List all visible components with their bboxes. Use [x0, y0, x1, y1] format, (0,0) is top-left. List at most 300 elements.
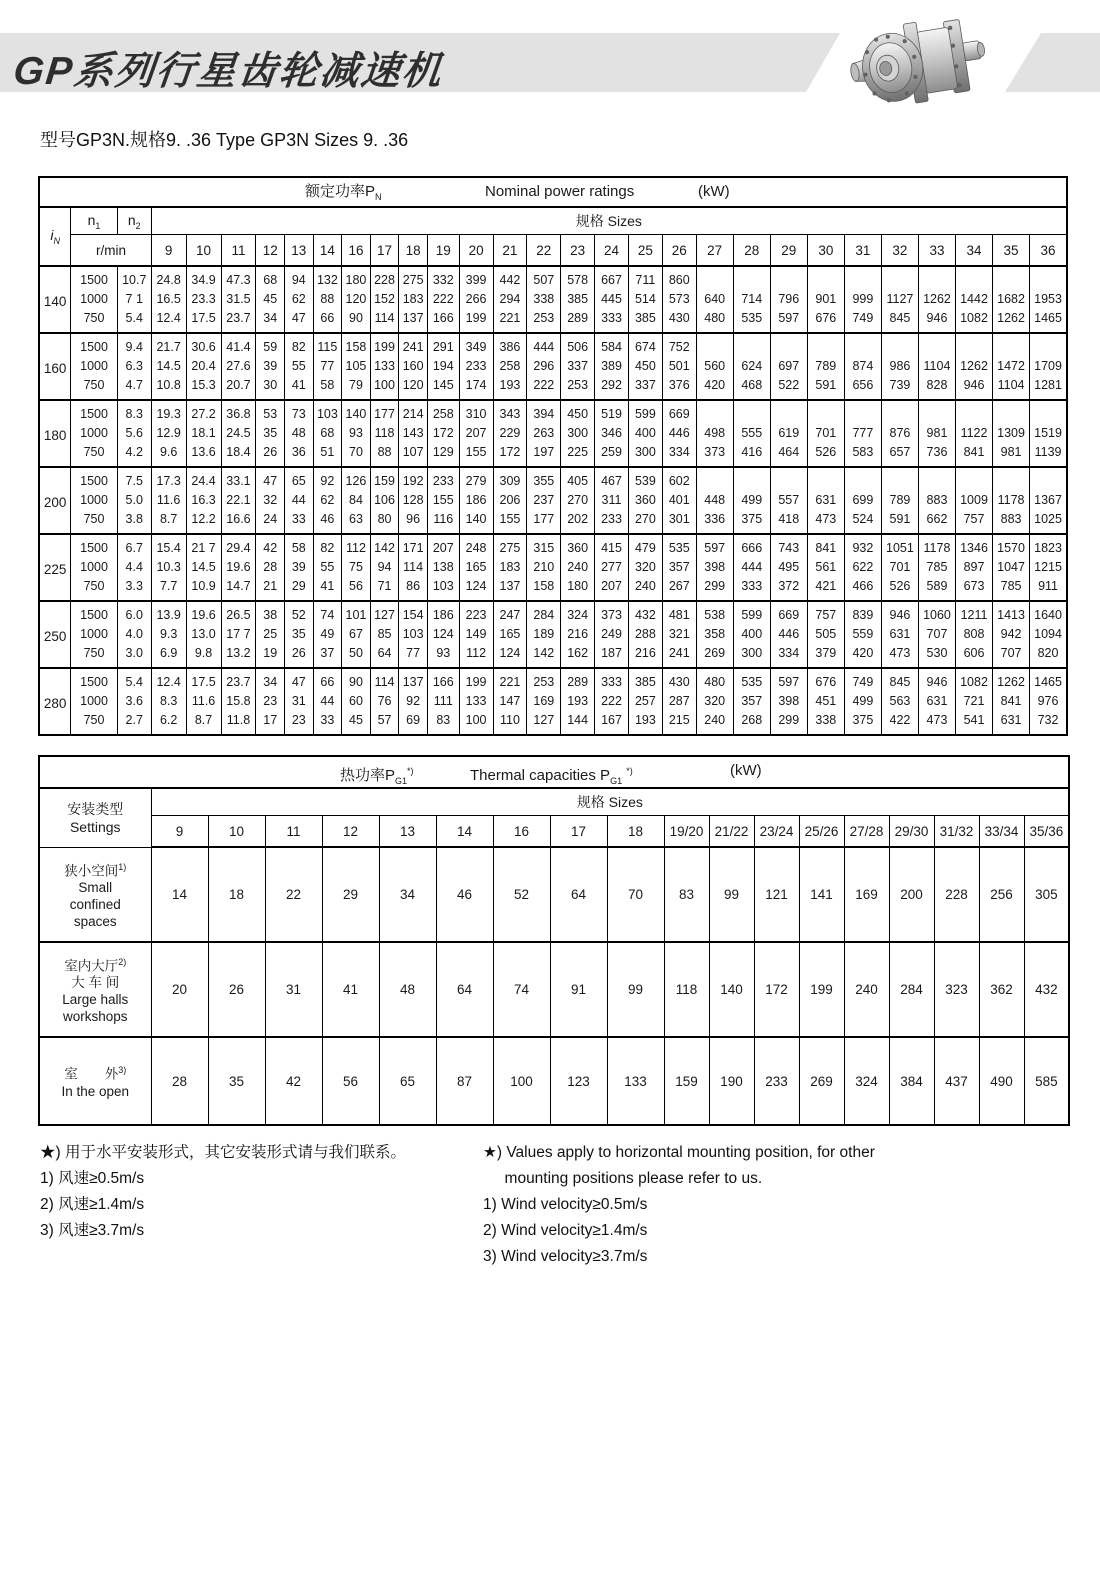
- power-value-cell: 505: [807, 625, 844, 644]
- power-value-cell: 942: [993, 625, 1030, 644]
- n2-speed-cell: 7 1: [117, 290, 151, 309]
- n1-speed-cell: 750: [71, 644, 118, 668]
- power-value-cell: 160: [399, 357, 428, 376]
- power-value-cell: 662: [918, 510, 955, 534]
- power-value-cell: 310: [459, 400, 493, 424]
- power-value-cell: 38: [256, 601, 285, 625]
- power-table-row: [39, 424, 1067, 443]
- power-value-cell: 44: [313, 692, 342, 711]
- power-value-cell: 785: [993, 577, 1030, 601]
- power-value-cell: [696, 400, 733, 424]
- n1-speed-cell: 1000: [71, 424, 118, 443]
- power-value-cell: 112: [342, 534, 371, 558]
- power-table-row: [39, 309, 1067, 333]
- thermal-value-cell: 133: [607, 1037, 664, 1125]
- power-value-cell: 385: [561, 290, 595, 309]
- power-value-cell: 578: [561, 266, 595, 290]
- size-column-header: 32: [881, 235, 918, 267]
- power-value-cell: 132: [313, 266, 342, 290]
- size-column-header: 26: [662, 235, 696, 267]
- power-value-cell: 375: [733, 510, 770, 534]
- power-table-row: [39, 357, 1067, 376]
- thermal-value-cell: 14: [151, 847, 208, 942]
- footnotes-english: [483, 1140, 875, 1270]
- power-value-cell: 74: [313, 601, 342, 625]
- power-value-cell: [918, 400, 955, 424]
- power-value-cell: 22.1: [221, 491, 256, 510]
- power-value-cell: 294: [493, 290, 527, 309]
- power-value-cell: 94: [370, 558, 399, 577]
- power-value-cell: 535: [733, 668, 770, 692]
- power-value-cell: 47: [285, 668, 314, 692]
- power-value-cell: 631: [993, 711, 1030, 735]
- power-value-cell: 19.6: [221, 558, 256, 577]
- power-value-cell: 311: [595, 491, 629, 510]
- power-value-cell: 631: [807, 491, 844, 510]
- n2-speed-cell: 7.5: [117, 467, 151, 491]
- power-value-cell: 92: [399, 692, 428, 711]
- power-value-cell: 76: [370, 692, 399, 711]
- power-value-cell: 101: [342, 601, 371, 625]
- power-table-row: [39, 400, 1067, 424]
- power-value-cell: 106: [370, 491, 399, 510]
- power-value-cell: 233: [595, 510, 629, 534]
- power-value-cell: [807, 467, 844, 491]
- power-value-cell: 162: [561, 644, 595, 668]
- power-value-cell: 597: [770, 668, 807, 692]
- power-value-cell: 8.7: [151, 510, 186, 534]
- power-value-cell: 142: [370, 534, 399, 558]
- power-value-cell: 279: [459, 467, 493, 491]
- power-value-cell: 584: [595, 333, 629, 357]
- power-value-cell: 13.2: [221, 644, 256, 668]
- power-table-row: [39, 534, 1067, 558]
- thermal-value-cell: 384: [889, 1037, 934, 1125]
- power-value-cell: 240: [696, 711, 733, 735]
- power-value-cell: 225: [561, 443, 595, 467]
- power-value-cell: 981: [993, 443, 1030, 467]
- power-value-cell: 321: [662, 625, 696, 644]
- thermal-size-column-header: 11: [265, 816, 322, 848]
- power-value-cell: 63: [342, 510, 371, 534]
- power-value-cell: 976: [1030, 692, 1067, 711]
- power-value-cell: [1030, 333, 1067, 357]
- power-value-cell: 62: [313, 491, 342, 510]
- power-value-cell: 1953: [1030, 290, 1067, 309]
- power-value-cell: 124: [493, 644, 527, 668]
- power-value-cell: 535: [662, 534, 696, 558]
- n2-speed-cell: 3.0: [117, 644, 151, 668]
- power-value-cell: 90: [342, 668, 371, 692]
- power-value-cell: [918, 266, 955, 290]
- power-value-cell: 514: [628, 290, 662, 309]
- power-value-cell: 559: [844, 625, 881, 644]
- power-value-cell: 23: [256, 692, 285, 711]
- power-value-cell: 172: [427, 424, 459, 443]
- power-value-cell: 666: [733, 534, 770, 558]
- power-value-cell: 324: [561, 601, 595, 625]
- power-value-cell: 221: [493, 309, 527, 333]
- power-value-cell: 480: [696, 309, 733, 333]
- power-value-cell: 152: [370, 290, 399, 309]
- power-value-cell: 28: [256, 558, 285, 577]
- power-value-cell: 446: [662, 424, 696, 443]
- power-value-cell: 19.6: [186, 601, 221, 625]
- power-value-cell: 473: [881, 644, 918, 668]
- thermal-sizes-group-header: 规格 Sizes: [151, 788, 1069, 816]
- power-value-cell: 874: [844, 357, 881, 376]
- power-value-cell: 358: [696, 625, 733, 644]
- power-value-cell: 23.3: [186, 290, 221, 309]
- thermal-value-cell: 284: [889, 942, 934, 1037]
- power-value-cell: 1139: [1030, 443, 1067, 467]
- footnote-line: 1) 风速≥0.5m/s: [40, 1170, 145, 1187]
- power-value-cell: 450: [561, 400, 595, 424]
- power-value-cell: 16.6: [221, 510, 256, 534]
- power-value-cell: 11.6: [151, 491, 186, 510]
- power-value-cell: [770, 467, 807, 491]
- power-value-cell: [993, 333, 1030, 357]
- thermal-value-cell: 190: [709, 1037, 754, 1125]
- power-value-cell: 149: [459, 625, 493, 644]
- power-value-cell: 1094: [1030, 625, 1067, 644]
- power-value-cell: 19: [256, 644, 285, 668]
- n2-speed-cell: 4.0: [117, 625, 151, 644]
- power-value-cell: [733, 333, 770, 357]
- power-value-cell: 657: [881, 443, 918, 467]
- ratio-column-header: $i_N$: [39, 207, 71, 266]
- power-value-cell: 44: [285, 491, 314, 510]
- power-value-cell: 17.5: [186, 309, 221, 333]
- footnotes: [40, 1140, 1060, 1270]
- power-value-cell: 1178: [993, 491, 1030, 510]
- power-value-cell: 360: [561, 534, 595, 558]
- power-value-cell: 300: [561, 424, 595, 443]
- power-value-cell: [844, 266, 881, 290]
- power-value-cell: 415: [595, 534, 629, 558]
- thermal-value-cell: 22: [265, 847, 322, 942]
- power-value-cell: 739: [881, 376, 918, 400]
- thermal-value-cell: 200: [889, 847, 934, 942]
- n1-speed-cell: 1500: [71, 467, 118, 491]
- power-value-cell: 165: [493, 625, 527, 644]
- thermal-table-title-en: Thermal capacities $P_{G1}$ *): [470, 766, 633, 786]
- power-value-cell: 32: [256, 491, 285, 510]
- power-value-cell: 41: [285, 376, 314, 400]
- power-value-cell: 183: [493, 558, 527, 577]
- power-value-cell: 355: [527, 467, 561, 491]
- power-value-cell: 20.4: [186, 357, 221, 376]
- power-value-cell: [807, 400, 844, 424]
- power-value-cell: 59: [256, 333, 285, 357]
- power-value-cell: 422: [881, 711, 918, 735]
- power-value-cell: 233: [427, 467, 459, 491]
- power-value-cell: 701: [807, 424, 844, 443]
- power-value-cell: 697: [770, 357, 807, 376]
- ratio-value-cell: 280: [39, 668, 71, 735]
- power-value-cell: 275: [493, 534, 527, 558]
- thermal-size-column-header: 10: [208, 816, 265, 848]
- power-value-cell: 379: [807, 644, 844, 668]
- power-value-cell: 241: [399, 333, 428, 357]
- power-value-cell: 55: [313, 558, 342, 577]
- thermal-value-cell: 172: [754, 942, 799, 1037]
- power-value-cell: 538: [696, 601, 733, 625]
- power-value-cell: 270: [628, 510, 662, 534]
- power-value-cell: 399: [459, 266, 493, 290]
- power-value-cell: 194: [427, 357, 459, 376]
- power-value-cell: 841: [993, 692, 1030, 711]
- footnote-line: 3) Wind velocity≥3.7m/s: [483, 1248, 648, 1265]
- power-table-row: [39, 668, 1067, 692]
- power-value-cell: 597: [696, 534, 733, 558]
- power-value-cell: 33.1: [221, 467, 256, 491]
- power-value-cell: [696, 467, 733, 491]
- power-value-cell: 17.5: [186, 668, 221, 692]
- power-value-cell: 530: [918, 644, 955, 668]
- power-value-cell: 14.5: [186, 558, 221, 577]
- power-value-cell: 103: [313, 400, 342, 424]
- power-value-cell: 107: [399, 443, 428, 467]
- power-value-cell: 557: [770, 491, 807, 510]
- power-value-cell: 789: [881, 491, 918, 510]
- power-value-cell: 1346: [956, 534, 993, 558]
- thermal-value-cell: 432: [1024, 942, 1069, 1037]
- power-value-cell: 1465: [1030, 668, 1067, 692]
- n2-speed-cell: 5.0: [117, 491, 151, 510]
- power-value-cell: 68: [256, 266, 285, 290]
- power-table-row: [39, 443, 1067, 467]
- power-value-cell: 177: [527, 510, 561, 534]
- power-value-cell: [881, 467, 918, 491]
- power-value-cell: 222: [527, 376, 561, 400]
- power-value-cell: 360: [628, 491, 662, 510]
- power-value-cell: [807, 333, 844, 357]
- power-value-cell: 202: [561, 510, 595, 534]
- power-value-cell: 68: [313, 424, 342, 443]
- power-value-cell: 189: [527, 625, 561, 644]
- n2-speed-cell: 3.8: [117, 510, 151, 534]
- power-value-cell: 619: [770, 424, 807, 443]
- power-value-cell: 820: [1030, 644, 1067, 668]
- thermal-value-cell: 48: [379, 942, 436, 1037]
- power-value-cell: 270: [561, 491, 595, 510]
- power-value-cell: 75: [342, 558, 371, 577]
- power-value-cell: [844, 467, 881, 491]
- power-value-cell: 142: [527, 644, 561, 668]
- ratio-value-cell: 225: [39, 534, 71, 601]
- power-value-cell: [696, 266, 733, 290]
- power-value-cell: 111: [427, 692, 459, 711]
- power-value-cell: 507: [527, 266, 561, 290]
- power-value-cell: 57: [370, 711, 399, 735]
- power-table-row: [39, 625, 1067, 644]
- power-value-cell: 93: [427, 644, 459, 668]
- power-value-cell: 1519: [1030, 424, 1067, 443]
- size-column-header: 10: [186, 235, 221, 267]
- power-value-cell: 561: [807, 558, 844, 577]
- thermal-value-cell: 269: [799, 1037, 844, 1125]
- thermal-table-row: [39, 942, 1069, 1037]
- size-column-header: 9: [151, 235, 186, 267]
- power-value-cell: 701: [881, 558, 918, 577]
- n2-speed-cell: 9.4: [117, 333, 151, 357]
- power-value-cell: 18.4: [221, 443, 256, 467]
- power-value-cell: 71: [370, 577, 399, 601]
- n2-speed-cell: 4.4: [117, 558, 151, 577]
- power-value-cell: 418: [770, 510, 807, 534]
- thermal-value-cell: 41: [322, 942, 379, 1037]
- power-value-cell: 430: [662, 668, 696, 692]
- power-value-cell: 405: [561, 467, 595, 491]
- power-value-cell: 233: [459, 357, 493, 376]
- power-value-cell: [844, 400, 881, 424]
- power-value-cell: 320: [696, 692, 733, 711]
- size-column-header: 11: [221, 235, 256, 267]
- power-value-cell: 100: [370, 376, 399, 400]
- power-value-cell: 1127: [881, 290, 918, 309]
- power-value-cell: 386: [493, 333, 527, 357]
- power-value-cell: 333: [595, 309, 629, 333]
- power-value-cell: 241: [662, 644, 696, 668]
- power-value-cell: 946: [918, 668, 955, 692]
- power-value-cell: 50: [342, 644, 371, 668]
- power-table-title-row: [39, 177, 1067, 207]
- power-value-cell: 631: [881, 625, 918, 644]
- power-value-cell: 876: [881, 424, 918, 443]
- thermal-value-cell: 99: [709, 847, 754, 942]
- power-value-cell: 473: [918, 711, 955, 735]
- power-value-cell: 479: [628, 534, 662, 558]
- power-value-cell: 1570: [993, 534, 1030, 558]
- power-value-cell: 229: [493, 424, 527, 443]
- power-value-cell: 115: [313, 333, 342, 357]
- power-value-cell: 12.4: [151, 668, 186, 692]
- power-value-cell: 23: [285, 711, 314, 735]
- power-value-cell: 416: [733, 443, 770, 467]
- power-value-cell: 258: [493, 357, 527, 376]
- power-value-cell: 92: [313, 467, 342, 491]
- power-value-cell: 94: [285, 266, 314, 290]
- power-value-cell: 333: [733, 577, 770, 601]
- power-value-cell: 20.7: [221, 376, 256, 400]
- n1-speed-cell: 1000: [71, 290, 118, 309]
- power-value-cell: 47.3: [221, 266, 256, 290]
- power-value-cell: 6.2: [151, 711, 186, 735]
- power-value-cell: 669: [662, 400, 696, 424]
- power-value-cell: 451: [807, 692, 844, 711]
- power-value-cell: 777: [844, 424, 881, 443]
- thermal-value-cell: 35: [208, 1037, 265, 1125]
- power-value-cell: 29: [285, 577, 314, 601]
- power-value-cell: 155: [493, 510, 527, 534]
- power-value-cell: 52: [285, 601, 314, 625]
- power-value-cell: 357: [662, 558, 696, 577]
- power-value-cell: 47: [285, 309, 314, 333]
- size-column-header: 31: [844, 235, 881, 267]
- power-value-cell: 338: [527, 290, 561, 309]
- power-value-cell: 373: [696, 443, 733, 467]
- size-column-header: 24: [595, 235, 629, 267]
- thermal-value-cell: 228: [934, 847, 979, 942]
- power-value-cell: 400: [733, 625, 770, 644]
- n1-speed-cell: 750: [71, 711, 118, 735]
- power-value-cell: 291: [427, 333, 459, 357]
- n2-speed-cell: 6.0: [117, 601, 151, 625]
- power-value-cell: 757: [956, 510, 993, 534]
- power-value-cell: 277: [595, 558, 629, 577]
- thermal-value-cell: 199: [799, 942, 844, 1037]
- size-column-header: 25: [628, 235, 662, 267]
- power-value-cell: 21: [256, 577, 285, 601]
- thermal-size-column-header: 21/22: [709, 816, 754, 848]
- size-column-header: 17: [370, 235, 399, 267]
- power-value-cell: 215: [662, 711, 696, 735]
- power-value-cell: 124: [427, 625, 459, 644]
- power-value-cell: 711: [628, 266, 662, 290]
- power-value-cell: 673: [956, 577, 993, 601]
- power-value-cell: 289: [561, 668, 595, 692]
- power-value-cell: 841: [807, 534, 844, 558]
- size-column-header: 18: [399, 235, 428, 267]
- power-value-cell: 253: [527, 668, 561, 692]
- thermal-value-cell: 52: [493, 847, 550, 942]
- n1-column-header: $n_1$: [71, 207, 118, 235]
- power-value-cell: 444: [527, 333, 561, 357]
- power-value-cell: 1262: [918, 290, 955, 309]
- thermal-value-cell: 140: [709, 942, 754, 1037]
- power-value-cell: 11.6: [186, 692, 221, 711]
- n1-speed-cell: 750: [71, 376, 118, 400]
- power-value-cell: 300: [628, 443, 662, 467]
- power-value-cell: 66: [313, 668, 342, 692]
- power-value-cell: 292: [595, 376, 629, 400]
- power-value-cell: 299: [696, 577, 733, 601]
- thermal-value-cell: 20: [151, 942, 208, 1037]
- power-value-cell: 296: [527, 357, 561, 376]
- power-value-cell: 66: [313, 309, 342, 333]
- setting-label-cell: 室 外$^{3)}$ In the open: [39, 1037, 151, 1125]
- power-value-cell: 17.3: [151, 467, 186, 491]
- power-value-cell: 140: [459, 510, 493, 534]
- power-value-cell: 60: [342, 692, 371, 711]
- thermal-size-column-header: 14: [436, 816, 493, 848]
- power-value-cell: 46: [313, 510, 342, 534]
- n2-speed-cell: 10.7: [117, 266, 151, 290]
- thermal-value-cell: 99: [607, 942, 664, 1037]
- power-table-row: [39, 266, 1067, 290]
- n2-speed-cell: 8.3: [117, 400, 151, 424]
- thermal-value-cell: 64: [550, 847, 607, 942]
- power-value-cell: 1413: [993, 601, 1030, 625]
- power-value-cell: 444: [733, 558, 770, 577]
- power-value-cell: 82: [285, 333, 314, 357]
- size-column-header: 34: [956, 235, 993, 267]
- power-value-cell: 105: [342, 357, 371, 376]
- thermal-value-cell: 437: [934, 1037, 979, 1125]
- power-value-cell: 112: [459, 644, 493, 668]
- thermal-value-cell: 256: [979, 847, 1024, 942]
- power-value-cell: 192: [399, 467, 428, 491]
- power-value-cell: 137: [399, 668, 428, 692]
- power-value-cell: 986: [881, 357, 918, 376]
- power-value-cell: 253: [561, 376, 595, 400]
- power-value-cell: 126: [342, 467, 371, 491]
- power-value-cell: 127: [527, 711, 561, 735]
- power-value-cell: 37: [313, 644, 342, 668]
- power-value-cell: 69: [399, 711, 428, 735]
- power-value-cell: 65: [285, 467, 314, 491]
